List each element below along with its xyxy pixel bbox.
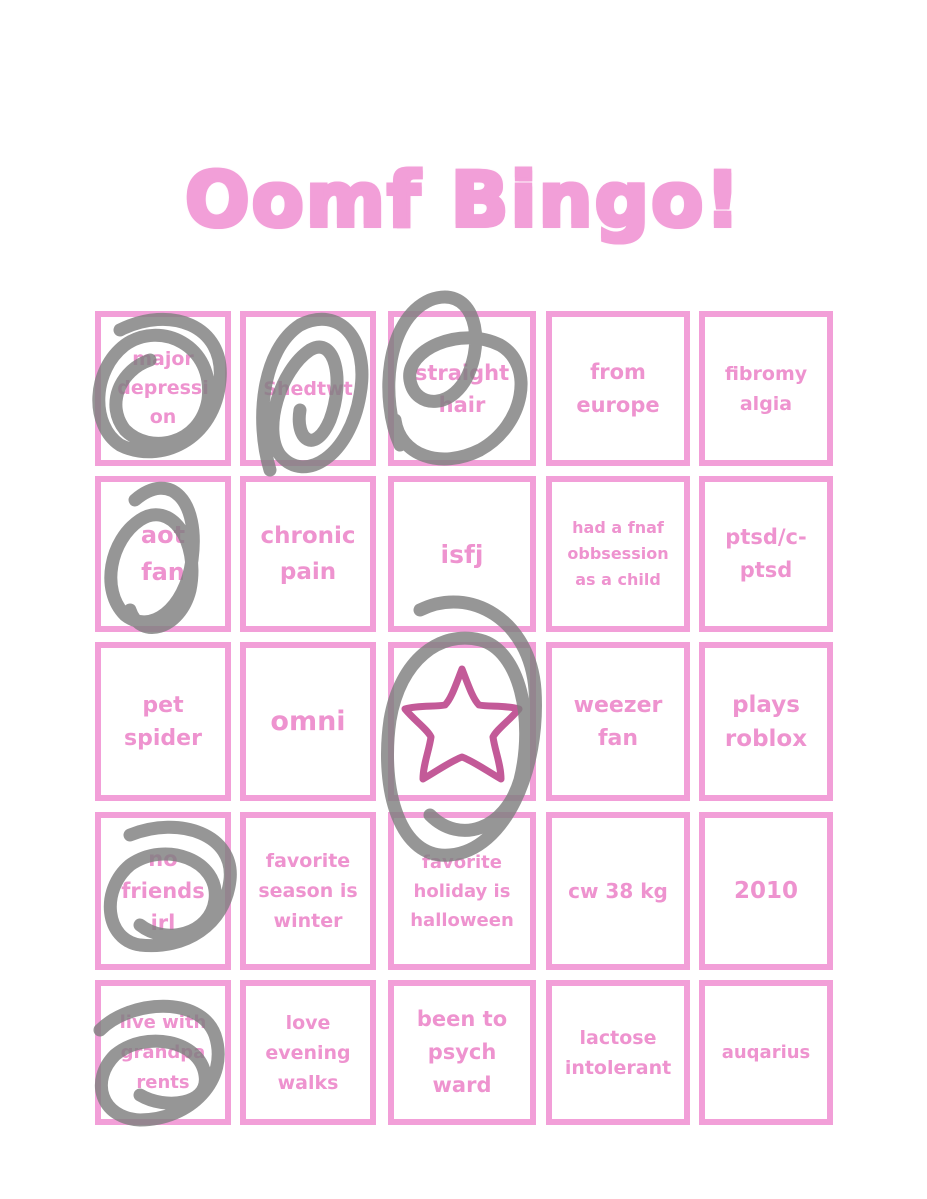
cell-label: had a fnaf obbsession as a child	[567, 518, 669, 589]
bingo-cell-free-space[interactable]	[388, 642, 536, 801]
cell-label: favorite season is winter	[258, 850, 358, 932]
bingo-cell-favorite-season[interactable]	[240, 812, 376, 970]
bingo-cell-chronic-pain[interactable]	[240, 476, 376, 632]
bingo-cell-from-europe[interactable]	[546, 311, 690, 466]
cell-label: straight hair	[414, 360, 510, 417]
cell-label: ptsd/c-ptsd	[725, 525, 807, 582]
cell-label: love evening walks	[265, 1011, 351, 1094]
cell-label: major depressi on	[117, 348, 209, 428]
bingo-cell-pet-spider[interactable]	[95, 642, 231, 801]
bingo-cell-evening-walks[interactable]	[240, 980, 376, 1125]
bingo-cell-favorite-holiday[interactable]	[388, 812, 536, 970]
cell-label: Shedtwt	[263, 377, 353, 400]
cell-label: been to psych ward	[416, 1007, 508, 1097]
cell-label: lactose intolerant	[564, 1026, 672, 1079]
cell-label: 2010	[733, 878, 798, 904]
bingo-title: Oomf Bingo!	[185, 155, 742, 244]
bingo-cell-live-with-grandparents[interactable]	[95, 980, 231, 1125]
bingo-cell-cw-38-kg[interactable]	[546, 812, 690, 970]
cell-label: live with grandpa rents	[119, 1011, 207, 1093]
cell-label: auqarius	[721, 1042, 811, 1063]
bingo-cell-plays-roblox[interactable]	[699, 642, 833, 801]
cell-label: omni	[270, 706, 346, 737]
bingo-cell-shedtwt[interactable]	[240, 311, 376, 466]
bingo-cell-omni[interactable]	[240, 642, 376, 801]
bingo-cell-isfj[interactable]	[388, 476, 536, 632]
bingo-cell-psych-ward[interactable]	[388, 980, 536, 1125]
bingo-cell-weezer-fan[interactable]	[546, 642, 690, 801]
cell-label: plays roblox	[724, 691, 808, 752]
cell-label: fibromy algia	[724, 362, 808, 415]
star-icon	[397, 657, 527, 787]
cell-label: cw 38 kg	[568, 879, 668, 903]
bingo-cell-fibromyalgia[interactable]	[699, 311, 833, 466]
bingo-cell-fnaf-obsession[interactable]	[546, 476, 690, 632]
cell-label: isfj	[440, 539, 484, 569]
cell-label: chronic pain	[260, 523, 356, 585]
bingo-cell-lactose-intolerant[interactable]	[546, 980, 690, 1125]
cell-label: from europe	[576, 359, 660, 417]
bingo-cell-2010[interactable]	[699, 812, 833, 970]
cell-label: no friends irl	[121, 847, 205, 935]
cell-label: pet spider	[124, 692, 202, 751]
bingo-cell-ptsd[interactable]	[699, 476, 833, 632]
cell-label: weezer fan	[573, 692, 663, 751]
bingo-cell-auqarius[interactable]	[699, 980, 833, 1125]
bingo-cell-aot-fan[interactable]	[95, 476, 231, 632]
cell-label: aot fan	[140, 521, 186, 586]
bingo-cell-straight-hair[interactable]	[388, 311, 536, 466]
bingo-cell-no-friends-irl[interactable]	[95, 812, 231, 970]
cell-label: favorite holiday is halloween	[410, 851, 514, 931]
bingo-cell-major-depression[interactable]	[95, 311, 231, 466]
